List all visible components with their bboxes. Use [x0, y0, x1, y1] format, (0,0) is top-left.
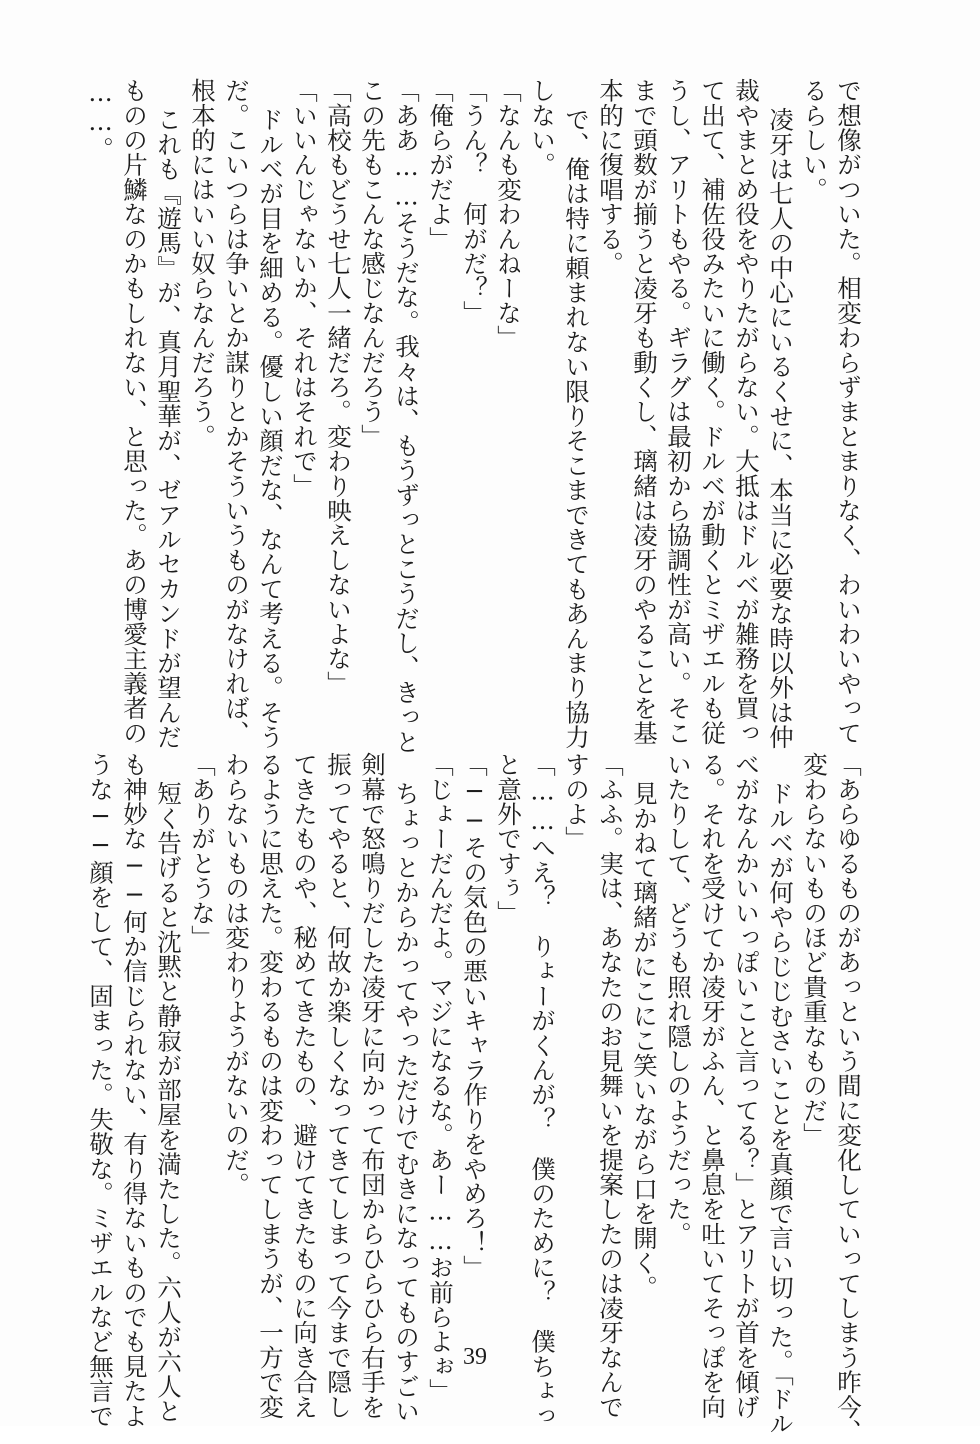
text-column: ドルベが目を細める。優しい顔だな、なんて考える。そう — [256, 107, 285, 750]
text-column: も神妙な──何か信じられない、有り得ないものでも見たよ — [120, 752, 149, 1428]
upper-text-block — [0, 78, 980, 754]
text-column: ドルベが何やらじじむさいことを真顔で言い切った。「ドル — [766, 781, 795, 1436]
dialogue-column: 「うん？ 何がだ？」 — [460, 78, 489, 325]
dialogue-column: 「なんも変わんねーな」 — [494, 78, 523, 350]
text-column: うし、アリトもやる。ギラグは最初から協調性が高い。そこ — [664, 78, 693, 745]
dialogue-column: 「ありがとうな」 — [188, 752, 217, 950]
text-column: で、俺は特に頼まれない限りそこまできてもあんまり協力 — [562, 107, 591, 750]
text-column: るらしい。 — [800, 78, 829, 202]
dialogue-column: 「いいんじゃないか、それはそれで」 — [290, 78, 319, 498]
text-column: わらないものは変わりようがないのだ。 — [222, 752, 251, 1197]
dialogue-column: 「高校もどうせ七人一緒だろ。変わり映えしないよな」 — [324, 78, 353, 696]
dialogue-column: この先もこんな感じなんだろう」 — [358, 78, 387, 449]
text-column: ものの片鱗なのかもしれない、と思った。あの博愛主義者の — [120, 78, 149, 745]
dialogue-column: 「あらゆるものがあっという間に変化していってしまう昨今、 — [834, 752, 863, 1444]
text-column: べがなんかいいっぽいこと言ってる？」とアリトが首を傾げ — [732, 752, 761, 1419]
text-column: てきたものや、秘めてきたもの、避けてきたものに向き合え — [290, 752, 319, 1419]
dialogue-column: 「──その気色の悪いキャラ作りをやめろ！」 — [460, 752, 489, 1280]
text-column: だ。こいつらは争いとか謀りとかそういうものがなければ、 — [222, 78, 251, 745]
dialogue-column: 「ああ……そうだな。我々は、もうずっとこうだし、きっと — [392, 78, 421, 754]
dialogue-column: と意外ですぅ」 — [494, 752, 523, 925]
text-column: 根本的にはいい奴らなんだろう。 — [188, 78, 217, 449]
text-column: て出て、補佐役みたいに働く。ドルベが動くとミザエルも従 — [698, 78, 727, 745]
dialogue-column: 「俺らがだよ」 — [426, 78, 455, 251]
text-column: ちょっとからかってやっただけでむきになってものすごい — [392, 781, 421, 1424]
dialogue-column: 「じょーだんだよ。マジになるな。あー……お前らよぉ」 — [426, 752, 455, 1404]
text-column: 裁やまとめ役をやりたがらない。大抵はドルベが雑務を買っ — [732, 78, 761, 745]
text-column: 剣幕で怒鳴りだした凌牙に向かって布団からひらひら右手を — [358, 752, 387, 1419]
page-number: 39 — [463, 1344, 487, 1370]
dialogue-column: 「……へえ？ りょーがくんが？ 僕のために？ 僕ちょっ — [528, 752, 557, 1428]
dialogue-column: 変わらないものほど貴重なものだ」 — [800, 752, 829, 1148]
dialogue-column: 「ふふ。実は、あなたのお見舞いを提案したのは凌牙なんで — [596, 752, 625, 1419]
text-column: まで頭数が揃うと凌牙も動くし、璃緒は凌牙のやることを基 — [630, 78, 659, 745]
text-column: る。それを受けてか凌牙がふん、と鼻息を吐いてそっぽを向 — [698, 752, 727, 1419]
text-column: 短く告げると沈黙と静寂が部屋を満たした。六人が六人と — [154, 781, 183, 1424]
text-column: 見かねて璃緒がにこにこ笑いながら口を開く。 — [630, 781, 659, 1300]
text-column: うな──顔をして、固まった。失敬な。ミザエルなど無言で — [86, 752, 115, 1428]
text-column: しない。 — [528, 78, 557, 177]
dialogue-column: すのよ」 — [562, 752, 591, 851]
text-column: 凌牙は七人の中心にいるくせに、本当に必要な時以外は仲 — [766, 107, 795, 750]
text-column: ……。 — [86, 78, 115, 162]
text-column: 振ってやると、何故か楽しくなってきてしまって今まで隠し — [324, 752, 353, 1419]
text-column: 本的に復唱する。 — [596, 78, 625, 276]
text-column: いたりして、どうも照れ隠しのようだった。 — [664, 752, 693, 1246]
text-column: これも『遊馬』が、真月聖華が、ゼアルセカンドが望んだ — [154, 107, 183, 750]
text-column: で想像がついた。相変わらずまとまりなく、わいわいやって — [834, 78, 863, 745]
text-column: るように思えた。変わるものは変わってしまうが、一方で変 — [256, 752, 285, 1419]
